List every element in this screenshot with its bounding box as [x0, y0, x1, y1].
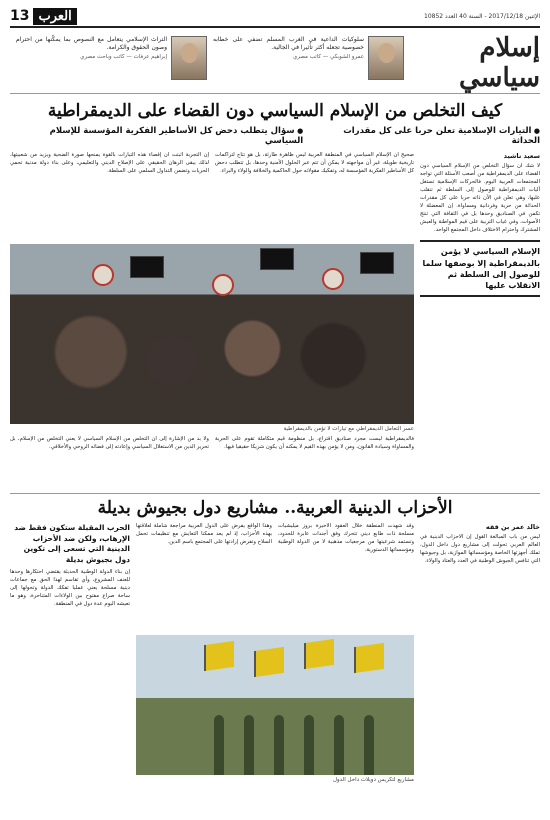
protest-sign-icon [212, 274, 234, 296]
masthead [10, 8, 77, 25]
page-header [10, 6, 540, 28]
article2-column-a: وقد شهدت المنطقة خلال العقود الأخيرة بروز ميليشيات مسلحة ذات طابع ديني تتحرك وفق أجندات عابرة للحدود، وتستمد شرعيتها من مرجعيات مذهبية لا من الدولة الوطنية ومؤسساتها الدستورية. [278, 523, 414, 553]
yellow-flag-icon [204, 641, 234, 671]
quote-text-1: سلوكيات الداعية في الغرب المسلم تضفي على خطابه خصوصية تجعله أكثر تأثيرا في الجالية. [213, 36, 364, 52]
author-photo-1 [368, 36, 404, 80]
protest-sign-icon [92, 264, 114, 286]
quote-author-1: عمرو الشوبكي [329, 54, 364, 61]
article2-headline: الأحزاب الدينية العربية.. مشاريع دول بجيوش بديلة [10, 493, 540, 518]
quote-strip [10, 32, 410, 93]
quote-role-2: كاتب وباحث مصري [80, 54, 125, 61]
article1-subhead-1: ● التيارات الإسلامية تعلن حربا على كل مقدرات الحداثة [313, 126, 540, 146]
black-flag-icon [130, 256, 164, 278]
yellow-flag-icon [354, 643, 384, 673]
article2-lead: الحرب المقبلة ستكون فقط ضد الإرهاب، ولكن ضد الأحزاب الدينية التي تسعى إلى تكوين دول بجيوش بديلة [14, 523, 130, 564]
photo2-caption: مشاريع لتكريس دويلات داخل الدول [333, 777, 414, 783]
black-flag-icon [360, 252, 394, 274]
article2-byline: خالد عمر بن ققه [485, 523, 540, 531]
article1-column-c: فالديمقراطية ليست مجرد صناديق اقتراع، بل منظومة قيم متكاملة تقوم على الحرية والمساواة وسيادة القانون، ومن لا يؤمن بهذه القيم لا يمكنه أن يكون شريكا حقيقيا فيها. [215, 436, 414, 450]
quote-block-1: سلوكيات الداعية في الغرب المسلم تضفي على خطابه خصوصية تجعله أكثر تأثيرا في الجالية. عمرو الشوبكي — كاتب مصري [213, 36, 404, 89]
article1-column-a: صحيح أن الإسلام السياسي في المنطقة العربية ليس ظاهرة طارئة، بل هو نتاج لتراكمات تاريخية طويلة، غير أن مواجهته لا يمكن أن تتم عبر الحلول الأمنية وحدها، بل تتطلب دحض كل الأساطير الفكرية المؤسسة له، وتفكيك مقولاته حول الحاكمية والخلافة والولاء والبراء. [215, 152, 414, 174]
militia-photo [136, 635, 414, 775]
section-title: إسلام سياسي [458, 32, 540, 93]
article1-subheads [10, 126, 540, 146]
protest-sign-icon [322, 268, 344, 290]
yellow-flag-icon [254, 647, 284, 677]
article2-right-column: ليس من باب المبالغة القول إن الأحزاب الدينية في العالم العربي تحولت إلى مشاريع دول داخل الدول، تملك أجهزتها الخاصة ومؤسساتها الموازية، بل وجيوشها التي تنافس الجيوش الوطنية في العدد والعتاد والولاء. [420, 534, 540, 564]
article1-subhead-2: ● سؤال يتطلب دحض كل الأساطير الفكرية المؤسسة للإسلام السياسي [10, 126, 303, 146]
article1-pull-quote: الإسلام السياسي لا يؤمن بالديمقراطية إلا بوصفها سلما للوصول إلى السلطة ثم الانقلاب عليها [420, 240, 540, 297]
quote-role-1: كاتب مصري [292, 54, 321, 61]
article2-left-column: إن بناء الدولة الوطنية الحديثة يقتضي احتكارها وحدها للعنف المشروع، وأي تقاسم لهذا الحق مع جماعات دينية مسلحة يعني عمليا تفكك الدولة وتحولها إلى ساحة صراع مفتوح بين الولاءات المتناحرة، وهو ما تعيشه اليوم عدة دول في المنطقة. [10, 569, 130, 607]
photo1-caption: عسر التعامل الديمقراطي مع تيارات لا تؤمن بالديمقراطية [283, 426, 414, 432]
quote-text-2: التراث الإسلامي يتعامل مع النصوص بما يمكّنها من احترام وصون الحقوق والكرامة. [16, 36, 167, 52]
protest-photo [10, 244, 414, 424]
article1-body [10, 152, 540, 487]
article2-body [10, 523, 540, 791]
yellow-flag-icon [304, 639, 334, 669]
article1-headline: كيف التخلص من الإسلام السياسي دون القضاء على الديمقراطية [47, 101, 503, 121]
page-number: 13 [10, 8, 30, 24]
article2-column-b: وهذا الواقع يفرض على الدول العربية مراجعة شاملة لعلاقتها بهذه الأحزاب، إذ لم يعد ممكنا التعايش مع تنظيمات تحمل السلاح وتفرض إرادتها على المجتمع باسم الدين. [136, 523, 272, 545]
article1-right-column: لا شك أن سؤال التخلص من الإسلام السياسي دون القضاء على الديمقراطية من أصعب الأسئلة التي تواجه المجتمعات العربية اليوم. فالحركات الإسلامية تستغل آليات الديمقراطية للوصول إلى السلطة ثم تنقلب عليها، وهي تعلن في الآن ذاته حربا على كل مقدرات الحداثة من حرية وفردانية ومساواة. إن المعضلة لا تكمن في الصناديق وحدها بل في الثقافة التي تنتج الأصوات، وفي غياب التربية على قيم المواطنة والعيش المشترك واحترام الاختلاف داخل المجتمع الواحد. [420, 163, 540, 233]
section-band [10, 32, 540, 94]
author-photo-2 [171, 36, 207, 80]
paper-name: العرب [33, 8, 76, 25]
quote-author-2: إبراهيم عرفات [133, 54, 167, 61]
article1-byline: سعيد ناشيد [503, 152, 540, 160]
black-flag-icon [260, 248, 294, 270]
article1-column-d: ولا بد من الإشارة إلى أن التخلص من الإسلام السياسي لا يعني التخلص من الإسلام، بل تحرير الدين من الاستغلال السياسي وإعادته إلى فضائه الروحي والأخلاقي. [10, 436, 209, 450]
article1-column-b: إن التجربة أثبتت أن إقصاء هذه التيارات بالقوة يمنحها صورة الضحية ويزيد من شعبيتها، لذلك يبقى الرهان الحقيقي على الإصلاح الديني والتعليمي، وعلى بناء دولة مدنية تحمي الحريات وتضمن التداول السلمي على السلطة. [10, 152, 209, 174]
date-line: الإثنين 2017/12/18 - السنة 40 العدد 10852 [424, 12, 540, 20]
quote-block-2: التراث الإسلامي يتعامل مع النصوص بما يمكّنها من احترام وصون الحقوق والكرامة. إبراهيم عرفات — كاتب وباحث مصري [16, 36, 207, 89]
